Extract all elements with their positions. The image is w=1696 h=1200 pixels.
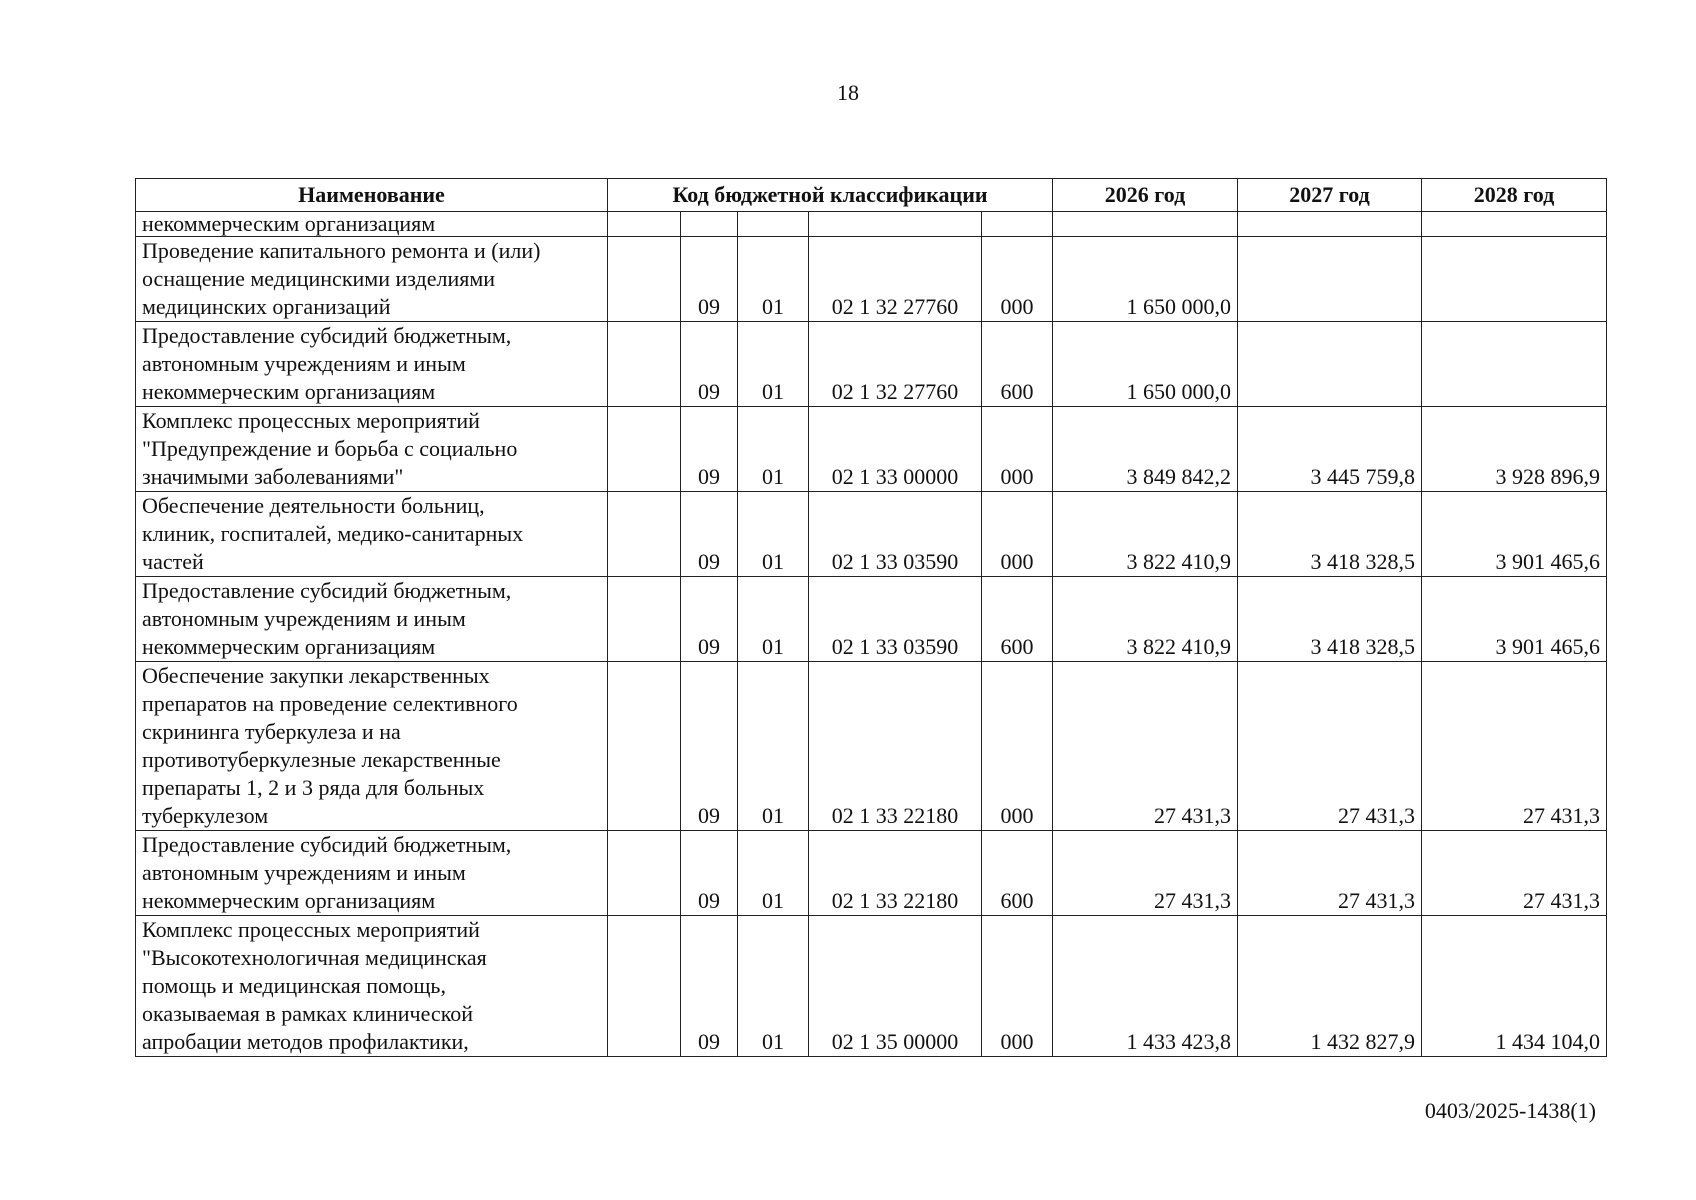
code-subsection: 01: [738, 916, 809, 1057]
value-2028: [1422, 322, 1607, 407]
code-subsection: [738, 212, 809, 237]
code-section: 09: [681, 916, 738, 1057]
code-target-article: 02 1 33 22180: [809, 662, 982, 831]
value-2028: 3 901 465,6: [1422, 492, 1607, 577]
code-part-1: [608, 916, 681, 1057]
table-row: [136, 831, 1607, 916]
row-name: Проведение капитального ремонта и (или) оснащение медицинскими изделиями медицинских организаций: [136, 237, 608, 322]
code-part-1: [608, 237, 681, 322]
code-section: 09: [681, 407, 738, 492]
code-expense-type: 000: [982, 407, 1053, 492]
code-subsection: 01: [738, 322, 809, 407]
budget-table: [135, 178, 1607, 1057]
row-name: Обеспечение закупки лекарственных препаратов на проведение селективного скрининга туберкулеза и на противотуберкулезные лекарственные препараты 1, 2 и 3 ряда для больных туберкулезом: [136, 662, 608, 831]
code-target-article: 02 1 33 00000: [809, 407, 982, 492]
code-section: [681, 212, 738, 237]
value-2028: 27 431,3: [1422, 662, 1607, 831]
value-2028: [1422, 237, 1607, 322]
code-section: 09: [681, 237, 738, 322]
value-2028: 3 928 896,9: [1422, 407, 1607, 492]
header-2028: 2028 год: [1422, 179, 1607, 212]
table-row: [136, 322, 1607, 407]
table-row: [136, 212, 1607, 237]
value-2027: 1 432 827,9: [1238, 916, 1422, 1057]
row-name: Предоставление субсидий бюджетным, автономным учреждениям и иным некоммерческим организациям: [136, 831, 608, 916]
value-2026: 1 650 000,0: [1053, 322, 1238, 407]
value-2027: 3 418 328,5: [1238, 577, 1422, 662]
code-expense-type: 000: [982, 916, 1053, 1057]
code-subsection: 01: [738, 662, 809, 831]
row-name: Комплекс процессных мероприятий "Высокотехнологичная медицинская помощь и медицинская помощь, оказываемая в рамках клинической апробации методов профилактики,: [136, 916, 608, 1057]
code-part-1: [608, 407, 681, 492]
code-target-article: 02 1 32 27760: [809, 237, 982, 322]
code-expense-type: 000: [982, 492, 1053, 577]
table-header-row: [136, 179, 1607, 212]
value-2026: 27 431,3: [1053, 831, 1238, 916]
code-section: 09: [681, 831, 738, 916]
table-row: [136, 577, 1607, 662]
table-row: [136, 237, 1607, 322]
value-2026: [1053, 212, 1238, 237]
code-subsection: 01: [738, 492, 809, 577]
value-2027: 27 431,3: [1238, 831, 1422, 916]
table-row: [136, 492, 1607, 577]
code-subsection: 01: [738, 577, 809, 662]
header-name: Наименование: [136, 179, 608, 212]
code-part-1: [608, 212, 681, 237]
row-name: Комплекс процессных мероприятий "Предупреждение и борьба с социально значимыми заболеваниями": [136, 407, 608, 492]
code-expense-type: 000: [982, 237, 1053, 322]
document-registration-code: 0403/2025-1438(1): [1424, 1098, 1596, 1123]
value-2027: [1238, 322, 1422, 407]
code-subsection: 01: [738, 407, 809, 492]
code-target-article: [809, 212, 982, 237]
value-2027: 3 418 328,5: [1238, 492, 1422, 577]
value-2027: 3 445 759,8: [1238, 407, 1422, 492]
value-2026: 3 822 410,9: [1053, 492, 1238, 577]
code-part-1: [608, 831, 681, 916]
code-target-article: 02 1 33 03590: [809, 492, 982, 577]
table-row: [136, 662, 1607, 831]
code-section: 09: [681, 577, 738, 662]
code-section: 09: [681, 322, 738, 407]
code-target-article: 02 1 33 22180: [809, 831, 982, 916]
value-2026: 3 822 410,9: [1053, 577, 1238, 662]
value-2026: 27 431,3: [1053, 662, 1238, 831]
code-part-1: [608, 577, 681, 662]
header-2027: 2027 год: [1238, 179, 1422, 212]
value-2028: 3 901 465,6: [1422, 577, 1607, 662]
code-part-1: [608, 662, 681, 831]
page-number: 18: [837, 80, 859, 105]
value-2026: 1 650 000,0: [1053, 237, 1238, 322]
row-name: Предоставление субсидий бюджетным, автономным учреждениям и иным некоммерческим организациям: [136, 322, 608, 407]
row-name: Предоставление субсидий бюджетным, автономным учреждениям и иным некоммерческим организациям: [136, 577, 608, 662]
value-2028: 1 434 104,0: [1422, 916, 1607, 1057]
code-expense-type: 000: [982, 662, 1053, 831]
code-expense-type: [982, 212, 1053, 237]
code-part-1: [608, 322, 681, 407]
code-section: 09: [681, 492, 738, 577]
header-2026: 2026 год: [1053, 179, 1238, 212]
code-subsection: 01: [738, 237, 809, 322]
code-expense-type: 600: [982, 322, 1053, 407]
value-2028: 27 431,3: [1422, 831, 1607, 916]
table-row: [136, 916, 1607, 1057]
code-expense-type: 600: [982, 831, 1053, 916]
value-2027: 27 431,3: [1238, 662, 1422, 831]
header-code: Код бюджетной классификации: [608, 179, 1053, 212]
row-name: некоммерческим организациям: [136, 212, 608, 237]
code-target-article: 02 1 35 00000: [809, 916, 982, 1057]
value-2027: [1238, 237, 1422, 322]
code-part-1: [608, 492, 681, 577]
code-target-article: 02 1 32 27760: [809, 322, 982, 407]
value-2026: 1 433 423,8: [1053, 916, 1238, 1057]
code-subsection: 01: [738, 831, 809, 916]
code-expense-type: 600: [982, 577, 1053, 662]
row-name: Обеспечение деятельности больниц, клиник, госпиталей, медико-санитарных частей: [136, 492, 608, 577]
value-2026: 3 849 842,2: [1053, 407, 1238, 492]
code-target-article: 02 1 33 03590: [809, 577, 982, 662]
value-2027: [1238, 212, 1422, 237]
value-2028: [1422, 212, 1607, 237]
code-section: 09: [681, 662, 738, 831]
table-row: [136, 407, 1607, 492]
